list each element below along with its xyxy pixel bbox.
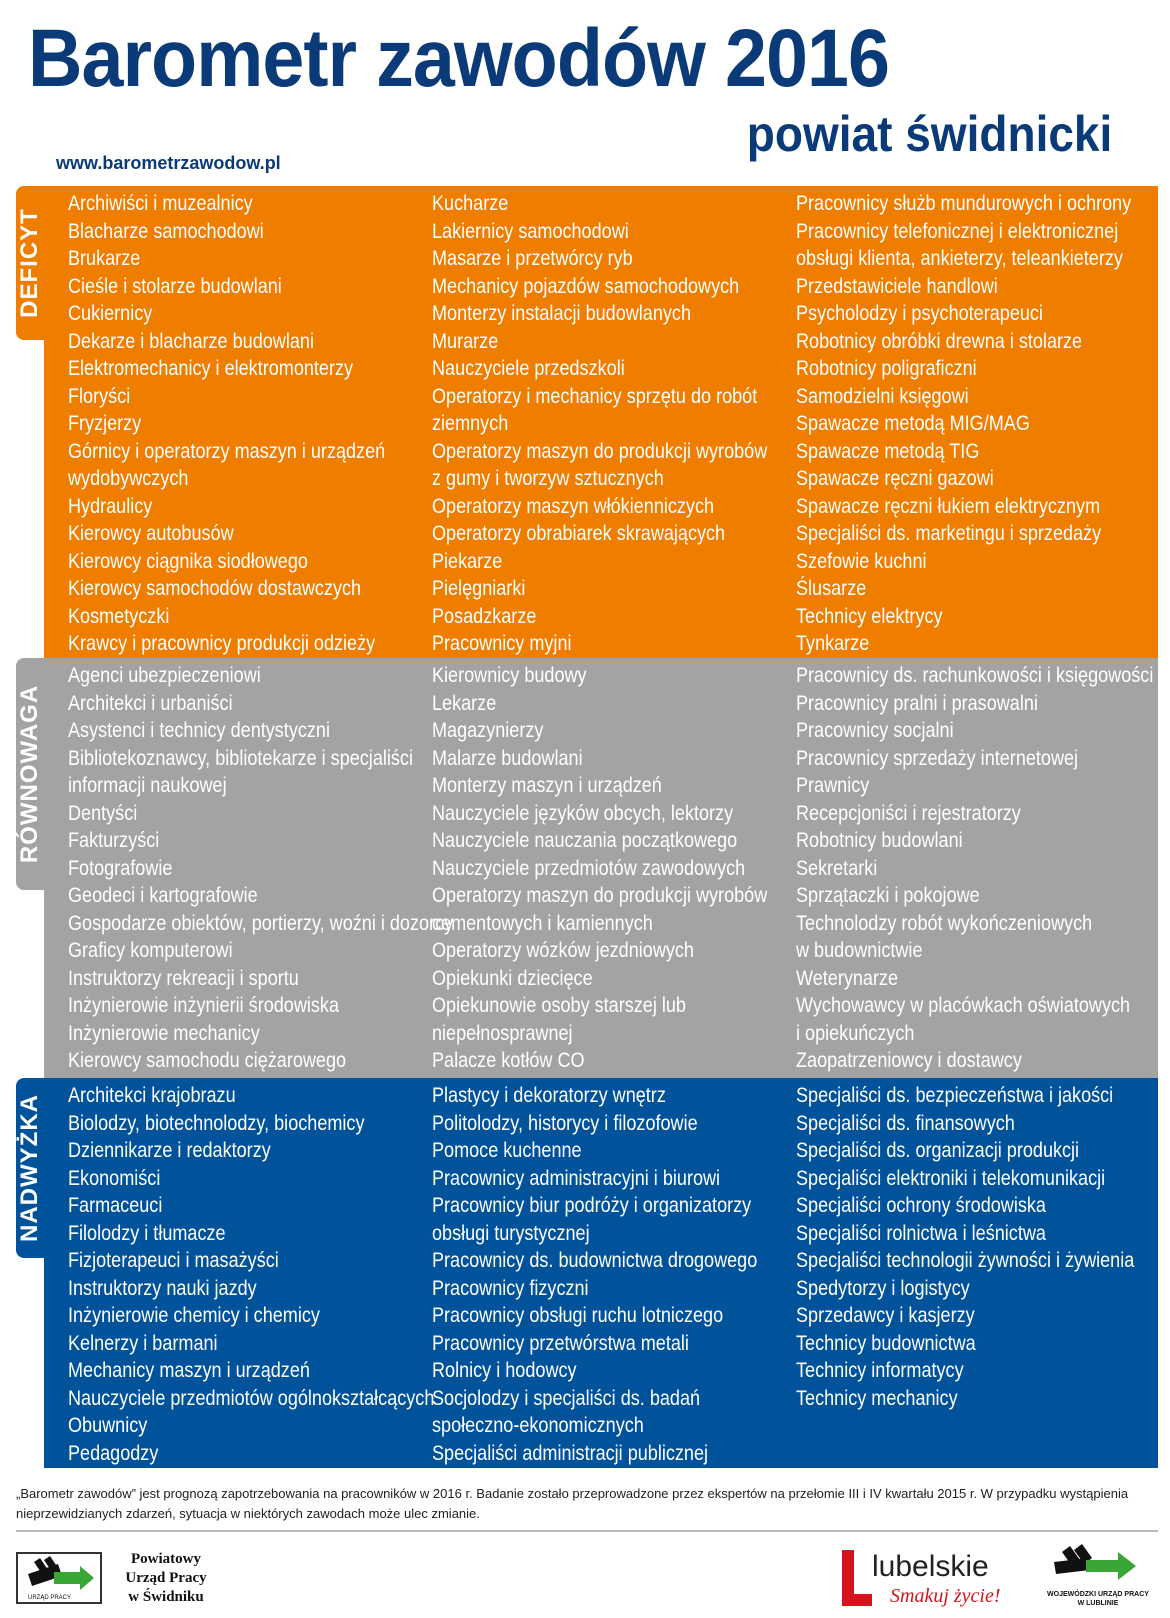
occupation-item: Kucharze (432, 192, 509, 215)
tab-deficyt-label: DEFICYT (16, 208, 44, 318)
rownowaga-column-2 (432, 662, 796, 1078)
occupation-item: Fakturzyści (68, 829, 160, 852)
occupation-item: Posadzkarze (432, 604, 537, 628)
occupation-item: Opiekunowie osoby starszej lub (432, 994, 686, 1017)
occupation-item: Technicy budownictwa (796, 1331, 976, 1355)
occupation-item: Prawnicy (796, 774, 870, 797)
occupation-item: informacji naukowej (68, 774, 227, 797)
occupation-item: Fizjoterapeuci i masażyści (68, 1249, 279, 1272)
page-title: Barometr zawodów 2016 (28, 13, 890, 104)
occupation-item: Pracownicy ds. rachunkowości i księgowości (796, 664, 1154, 687)
occupation-item: Specjaliści rolnictwa i leśnictwa (796, 1221, 1046, 1245)
occupation-item: Plastycy i dekoratorzy wnętrz (432, 1084, 666, 1107)
occupation-item: Specjaliści ds. bezpieczeństwa i jakości (796, 1084, 1114, 1107)
occupation-item: Pracownicy myjni (432, 632, 572, 655)
pup-swidnik-logo (16, 1548, 216, 1608)
occupation-item: Sekretarki (796, 856, 878, 880)
occupation-item: Specjaliści technologii żywności i żywienia (796, 1249, 1135, 1272)
website-link[interactable]: www.barometrzawodow.pl (56, 153, 281, 173)
lubelskie-brand: lubelskie (872, 1550, 989, 1583)
pup-emblem-text: URZĄD PRACY (28, 1595, 72, 1601)
occupation-item: Pracownicy biur podróży i organizatorzy (432, 1194, 752, 1217)
occupation-item: Graficy komputerowi (68, 939, 233, 962)
arrows-icon (18, 1554, 100, 1602)
occupation-item: Socjolodzy i specjaliści ds. badań (432, 1386, 701, 1410)
occupation-item: Dentyści (68, 801, 138, 825)
footer-divider (16, 1530, 1158, 1532)
occupation-item: Kosmetyczki (68, 604, 170, 628)
occupation-item: Malarze budowlani (432, 746, 583, 770)
occupation-item: Pracownicy przetwórstwa metali (432, 1331, 689, 1355)
occupation-item: wydobywczych (68, 467, 189, 490)
occupation-item: Pracownicy służb mundurowych i ochrony (796, 192, 1132, 215)
occupation-item: Geodeci i kartografowie (68, 884, 258, 907)
occupation-item: Weterynarze (796, 966, 899, 990)
occupation-item: Floryści (68, 384, 131, 408)
occupation-item: Bibliotekoznawcy, bibliotekarze i specjaliści (68, 746, 413, 770)
occupation-item: Farmaceuci (68, 1194, 163, 1217)
section-nadwyzka (44, 1078, 1158, 1468)
occupation-item: Przedstawiciele handlowi (796, 274, 998, 298)
occupation-item: Pielęgniarki (432, 577, 526, 600)
wup-arrows-icon (1040, 1544, 1156, 1588)
occupation-item: Robotnicy poligraficzni (796, 357, 977, 380)
occupation-item: Pracownicy sprzedaży internetowej (796, 746, 1079, 770)
occupation-item: Ekonomiści (68, 1166, 161, 1190)
occupation-item: cementowych i kamiennych (432, 911, 653, 935)
occupation-item: Technicy mechanicy (796, 1386, 958, 1410)
occupation-item: Pracownicy ds. budownictwa drogowego (432, 1249, 758, 1272)
occupation-item: Dziennikarze i redaktorzy (68, 1139, 271, 1162)
pup-name-line-1: Powiatowy (131, 1551, 201, 1567)
occupation-item: Samodzielni księgowi (796, 384, 969, 408)
footnote: „Barometr zawodów” jest prognozą zapotrzebowania na pracowników w 2016 r. Badanie zostało przeprowadzone przez ekspertów na przełomie III i IV kwartału 2015 r. W przypadku wystąpienia nieprzewidzianych zdarzeń, sytuacja w niektórych zawodach może ulec zmianie. (16, 1486, 1129, 1521)
occupation-item: Architekci krajobrazu (68, 1084, 236, 1107)
occupation-item: Robotnicy obróbki drewna i stolarze (796, 329, 1083, 353)
section-deficyt (44, 186, 1158, 658)
occupation-item: Operatorzy obrabiarek skrawających (432, 522, 726, 545)
occupation-item: Elektromechanicy i elektromonterzy (68, 357, 354, 380)
occupation-item: Operatorzy maszyn do produkcji wyrobów (432, 884, 768, 907)
occupation-item: Robotnicy budowlani (796, 829, 963, 852)
occupation-item: Sprzątaczki i pokojowe (796, 884, 980, 907)
occupation-item: Krawcy i pracownicy produkcji odzieży (68, 632, 376, 655)
occupation-item: Pracownicy obsługi ruchu lotniczego (432, 1304, 724, 1327)
occupation-item: Zaopatrzeniowcy i dostawcy (796, 1049, 1022, 1072)
occupation-item: Fotografowie (68, 856, 173, 880)
occupation-item: Ślusarze (796, 577, 867, 600)
tab-nadwyzka (16, 1078, 44, 1258)
wup-name-line-1: WOJEWÓDZKI URZĄD PRACY (1047, 1591, 1149, 1598)
occupation-item: Inżynierowie inżynierii środowiska (68, 994, 340, 1017)
occupation-item: Szefowie kuchni (796, 549, 927, 573)
occupation-item: Lekarze (432, 691, 497, 715)
occupation-item: Pracownicy fizyczni (432, 1276, 589, 1300)
occupation-item: Monterzy maszyn i urządzeń (432, 774, 662, 797)
occupation-item: Recepcjoniści i rejestratorzy (796, 801, 1021, 825)
occupation-item: Pedagodzy (68, 1441, 159, 1465)
occupation-item: Archiwiści i muzealnicy (68, 192, 253, 215)
occupation-item: Nauczyciele języków obcych, lektorzy (432, 801, 734, 825)
occupation-item: Kierowcy ciągnika siodłowego (68, 549, 308, 573)
occupation-item: Rolnicy i hodowcy (432, 1359, 577, 1382)
occupation-item: Biolodzy, biotechnolodzy, biochemicy (68, 1111, 365, 1135)
occupation-item: społeczno-ekonomicznych (432, 1414, 644, 1437)
occupation-item: Mechanicy pojazdów samochodowych (432, 274, 740, 298)
pup-name (106, 1550, 226, 1607)
occupation-item: Technicy elektrycy (796, 604, 943, 628)
occupation-item: Piekarze (432, 549, 503, 573)
occupation-item: Spawacze ręczni gazowi (796, 467, 994, 490)
occupation-item: Technolodzy robót wykończeniowych (796, 911, 1093, 935)
occupation-item: Brukarze (68, 247, 141, 270)
occupation-item: Górnicy i operatorzy maszyn i urządzeń (68, 439, 386, 463)
tab-deficyt (16, 186, 44, 340)
occupation-item: Cieśle i stolarze budowlani (68, 274, 282, 298)
occupation-item: Pracownicy administracyjni i biurowi (432, 1166, 721, 1190)
occupation-item: Inżynierowie chemicy i chemicy (68, 1304, 320, 1327)
occupation-item: Instruktorzy rekreacji i sportu (68, 966, 299, 990)
deficyt-column-1 (68, 190, 432, 658)
occupation-item: Nauczyciele przedszkoli (432, 357, 625, 380)
occupation-item: Specjaliści administracji publicznej (432, 1441, 709, 1465)
pup-name-line-3: w Świdniku (128, 1589, 204, 1605)
occupation-item: Agenci ubezpieczeniowi (68, 664, 261, 687)
occupation-item: Spedytorzy i logistycy (796, 1276, 970, 1300)
occupation-item: Specjaliści ds. marketingu i sprzedaży (796, 522, 1102, 545)
occupation-item: Specjaliści ochrony środowiska (796, 1194, 1046, 1217)
occupation-item: Instruktorzy nauki jazdy (68, 1276, 257, 1300)
deficyt-column-2 (432, 190, 796, 658)
occupation-item: Nauczyciele przedmiotów ogólnokształcących (68, 1386, 435, 1410)
occupation-item: Monterzy instalacji budowlanych (432, 302, 691, 325)
occupation-item: obsługi klienta, ankieterzy, teleankieterzy (796, 247, 1123, 270)
pup-emblem (16, 1552, 102, 1604)
occupation-item: i opiekuńczych (796, 1021, 915, 1045)
occupation-item: Operatorzy wózków jezdniowych (432, 939, 694, 962)
occupation-item: Obuwnicy (68, 1414, 148, 1437)
occupation-item: Sprzedawcy i kasjerzy (796, 1304, 975, 1327)
wup-name (1040, 1590, 1156, 1608)
nadwyzka-column-2 (432, 1082, 796, 1468)
occupation-item: Operatorzy maszyn włókienniczych (432, 494, 715, 518)
occupation-item: Spawacze metodą MIG/MAG (796, 412, 1030, 435)
occupation-item: Technicy informatycy (796, 1359, 964, 1382)
occupation-item: Filolodzy i tłumacze (68, 1221, 226, 1245)
occupation-item: Gospodarze obiektów, portierzy, woźni i dozorcy (68, 911, 454, 935)
occupation-item: Specjaliści ds. organizacji produkcji (796, 1139, 1080, 1162)
occupation-item: Lakiernicy samochodowi (432, 219, 629, 243)
deficyt-column-3 (796, 190, 1160, 658)
rownowaga-column-3 (796, 662, 1160, 1078)
occupation-item: Kierownicy budowy (432, 664, 587, 687)
occupation-item: Operatorzy maszyn do produkcji wyrobów (432, 439, 768, 463)
occupation-item: Operatorzy i mechanicy sprzętu do robót (432, 384, 758, 408)
occupation-item: Specjaliści elektroniki i telekomunikacji (796, 1166, 1106, 1190)
lubelskie-logo (836, 1546, 1006, 1612)
nadwyzka-column-1 (68, 1082, 435, 1468)
lubelskie-l-icon (836, 1546, 876, 1612)
occupation-item: ziemnych (432, 412, 509, 435)
occupation-item: Masarze i przetwórcy ryb (432, 247, 633, 270)
occupation-item: Palacze kotłów CO (432, 1049, 585, 1072)
occupation-item: Dekarze i blacharze budowlani (68, 329, 314, 353)
occupation-item: Opiekunki dziecięce (432, 966, 593, 990)
occupation-item: Magazynierzy (432, 719, 544, 742)
occupation-item: obsługi turystycznej (432, 1221, 590, 1245)
wup-name-line-2: W LUBLINIE (1077, 1600, 1119, 1607)
occupation-item: Pracownicy socjalni (796, 719, 954, 742)
lubelskie-tagline: Smakuj życie! (890, 1585, 1001, 1607)
nadwyzka-column-3 (796, 1082, 1160, 1468)
occupation-item: Pracownicy pralni i prasowalni (796, 691, 1038, 715)
wup-lublin-logo (1040, 1544, 1156, 1614)
occupation-item: Nauczyciele nauczania początkowego (432, 829, 738, 852)
occupation-item: Hydraulicy (68, 494, 153, 518)
rownowaga-column-1 (68, 662, 454, 1078)
occupation-item: w budownictwie (796, 939, 923, 962)
occupation-item: Kierowcy samochodu ciężarowego (68, 1049, 347, 1072)
occupation-item: Asystenci i technicy dentystyczni (68, 719, 330, 742)
occupation-item: Kierowcy autobusów (68, 522, 234, 545)
page-subtitle: powiat świdnicki (746, 106, 1112, 162)
occupation-item: Wychowawcy w placówkach oświatowych (796, 994, 1131, 1017)
occupation-item: Fryzjerzy (68, 412, 142, 435)
occupation-item: Spawacze metodą TIG (796, 439, 980, 463)
occupation-item: z gumy i tworzyw sztucznych (432, 467, 664, 490)
occupation-item: Nauczyciele przedmiotów zawodowych (432, 856, 746, 880)
occupation-item: Pomoce kuchenne (432, 1139, 582, 1162)
occupation-item: Architekci i urbaniści (68, 691, 233, 715)
occupation-item: Mechanicy maszyn i urządzeń (68, 1359, 310, 1382)
occupation-item: Murarze (432, 329, 499, 353)
tab-nadwyzka-label: NADWYŻKA (16, 1094, 44, 1242)
occupation-item: Pracownicy telefonicznej i elektronicznej (796, 219, 1119, 243)
section-rownowaga (44, 658, 1158, 1078)
occupation-item: Spawacze ręczni łukiem elektrycznym (796, 494, 1101, 518)
occupation-item: Specjaliści ds. finansowych (796, 1111, 1015, 1135)
tab-rownowaga-label: RÓWNOWAGA (16, 684, 43, 864)
pup-name-line-2: Urząd Pracy (125, 1570, 207, 1586)
occupation-item: Tynkarze (796, 632, 870, 655)
occupation-item: Blacharze samochodowi (68, 219, 264, 243)
occupation-item: Cukiernicy (68, 302, 153, 325)
occupation-item: Politolodzy, historycy i filozofowie (432, 1111, 698, 1135)
occupation-item: Psycholodzy i psychoterapeuci (796, 302, 1043, 325)
tab-rownowaga (16, 658, 44, 890)
occupation-item: niepełnosprawnej (432, 1021, 573, 1045)
occupation-item: Kierowcy samochodów dostawczych (68, 577, 362, 600)
occupation-item: Inżynierowie mechanicy (68, 1021, 260, 1045)
occupation-item: Kelnerzy i barmani (68, 1331, 218, 1355)
